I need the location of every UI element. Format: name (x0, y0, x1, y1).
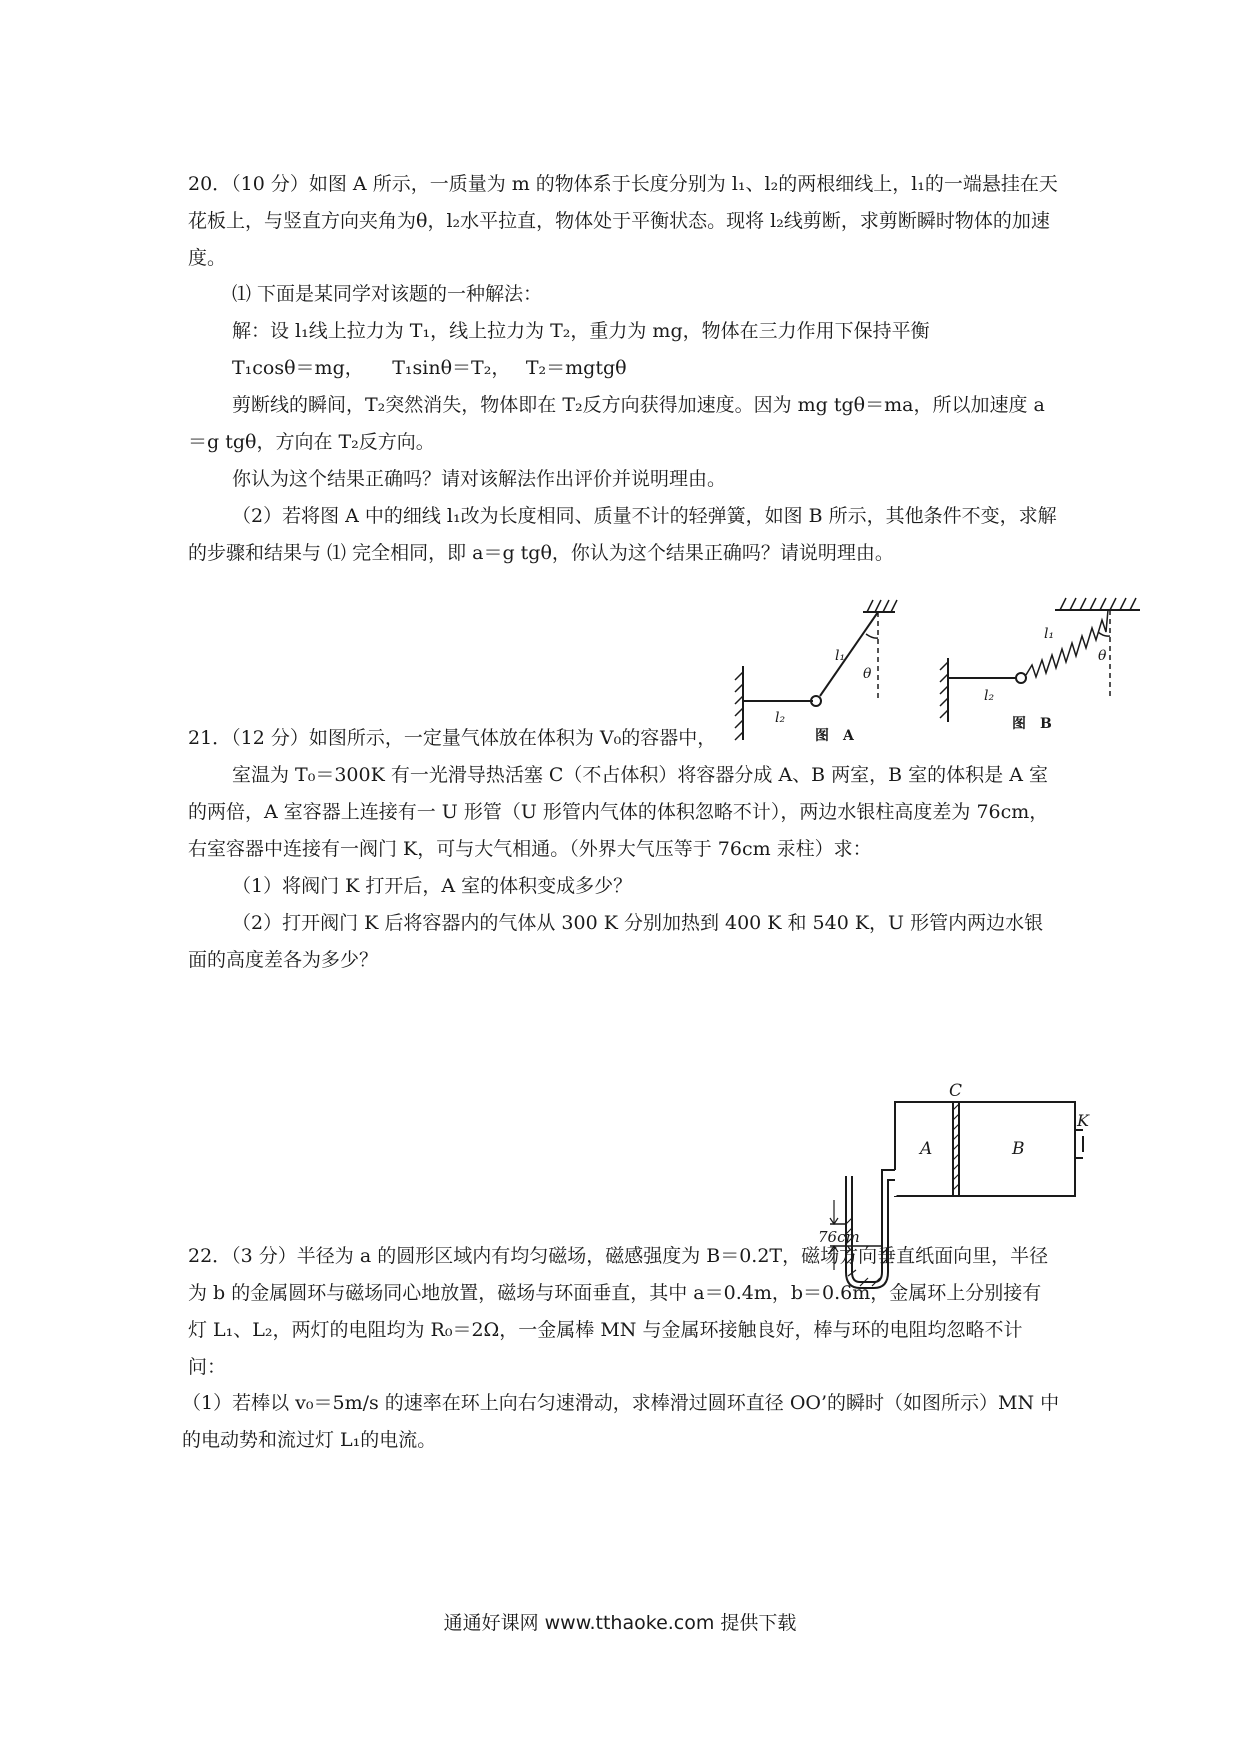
figure-a-l1-label: l₁ (835, 648, 846, 664)
figure-a-theta-label: θ (863, 666, 872, 682)
q21-body: 室温为 T₀＝300K 有一光滑导热活塞 C（不占体积）将容器分成 A、B 两室，B 室的体积是 A 室的两倍，A 室容器上连接有一 U 形管（U 形管内气体的体积忽略不计），两边水银柱高度差为 76cm，右室容器中连接有一阀门 K，可与大气相通。（外界大气压等于 76cm 汞柱）求： (188, 764, 1049, 860)
figure-a-string-l1 (820, 612, 878, 696)
figure-b-caption: 图 B (1012, 716, 1052, 732)
valve-label-k: K (1077, 1111, 1089, 1130)
q20-part2: （2）若将图 A 中的细线 l₁改为长度相同、质量不计的轻弹簧，如图 B 所示，其他条件不变，求解的步骤和结果与 ⑴ 完全相同，即 a＝g tgθ，你认为这个结果正确吗？请说明理由。 (188, 505, 1057, 564)
q21-stem: 21．（12 分）如图所示，一定量气体放在体积为 V₀的容器中， (188, 727, 717, 749)
figure-b-l2-label: l₂ (984, 688, 995, 704)
height-label: 76cm (818, 1228, 860, 1246)
q20-part1-intro: ⑴ 下面是某同学对该题的一种解法： (232, 283, 543, 305)
piston-label-c: C (949, 1081, 963, 1101)
q20-equations: T₁cosθ＝mg， T₁sinθ＝T₂， T₂＝mgtgθ (232, 357, 627, 379)
figure-b-theta-label: θ (1098, 648, 1107, 664)
figure-a-l2-label: l₂ (775, 710, 786, 726)
figure-a-caption: 图 A (815, 728, 854, 744)
page-footer: 通通好课网 www.tthaoke.com 提供下载 (443, 1612, 797, 1634)
chamber-label-a: A (920, 1139, 933, 1159)
q20-solution-line: 解：设 l₁线上拉力为 T₁，线上拉力为 T₂，重力为 mg，物体在三力作用下保持平衡 (232, 320, 930, 342)
figure-b-spring (1026, 610, 1108, 677)
q20-question1: 你认为这个结果正确吗？请对该解法作出评价并说明理由。 (232, 468, 727, 490)
q21-part1: （1）将阀门 K 打开后，A 室的体积变成多少？ (232, 875, 633, 897)
figure-b-mass (1016, 673, 1026, 683)
figure-b-l1-label: l₁ (1044, 626, 1055, 642)
q20-stem: 20．（10 分）如图 A 所示，一质量为 m 的物体系于长度分别为 l₁、l₂的两根细线上，l₁的一端悬挂在天花板上，与竖直方向夹角为θ，l₂水平拉直，物体处于平衡状态。现将 l₂线剪断，求剪断瞬时物体的加速度。 (188, 173, 1058, 269)
q22-stem: 22．（3 分）半径为 a 的圆形区域内有均匀磁场，磁感强度为 B＝0.2T，磁场方向垂直纸面向里，半径为 b 的金属圆环与磁场同心地放置，磁场与环面垂直，其中 a＝0.4m，b＝0.6m，金属环上分别接有灯 L₁、L₂，两灯的电阻均为 R₀＝2Ω，一金属棒 MN 与金属环接触良好，棒与环的电阻均忽略不计问： (188, 1245, 1049, 1378)
q21-part2: （2）打开阀门 K 后将容器内的气体从 300 K 分别加热到 400 K 和 540 K，U 形管内两边水银面的高度差各为多少？ (188, 912, 1044, 971)
chamber-label-b: B (1012, 1139, 1025, 1159)
q20-cut-text: 剪断线的瞬间，T₂突然消失，物体即在 T₂反方向获得加速度。因为 mg tgθ＝ma，所以加速度 a＝g tgθ，方向在 T₂反方向。 (188, 394, 1045, 453)
q22-part1: （1）若棒以 v₀＝5m/s 的速率在环上向右匀速滑动，求棒滑过圆环直径 OO’的瞬时（如图所示）MN 中的电动势和流过灯 L₁的电流。 (182, 1392, 1060, 1451)
